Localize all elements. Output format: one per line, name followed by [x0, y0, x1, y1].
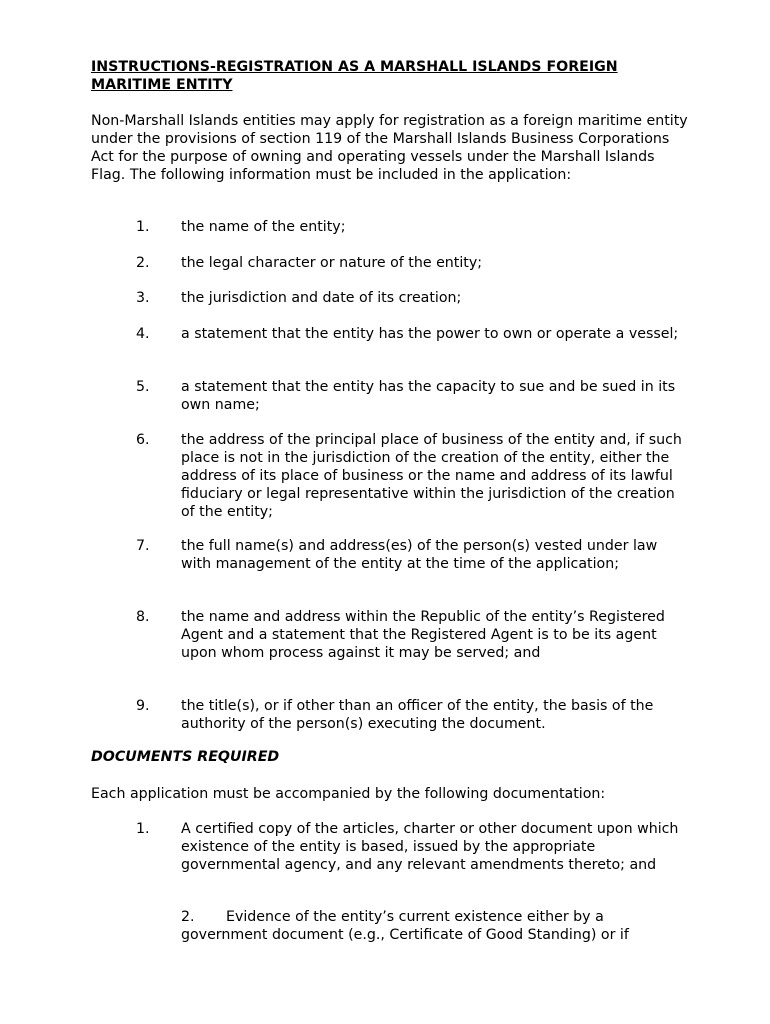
document-item-number: 2.: [181, 909, 195, 925]
list-item-number: 5.: [136, 379, 150, 395]
list-item-number: 1.: [136, 219, 150, 235]
list-item-text: the title(s), or if other than an officer of the entity, the basis of the authority of the person(s) executing the document.: [181, 698, 654, 732]
document-item-text: A certified copy of the articles, charter or other document upon which existence of the entity is based, issued by the appropriate governmental agency, and any relevant amendments thereto; and: [181, 821, 679, 873]
intro-paragraph: Non-Marshall Islands entities may apply for registration as a foreign maritime entity under the provisions of section 119 of the Marshall Islands Business Corporations Act for the purpose of owning and operating vessels under the Marshall Islands Flag. The following information must be included in the application:: [91, 113, 688, 183]
document-item: [181, 908, 691, 944]
document-item-number: 1.: [136, 821, 150, 837]
list-item-text: a statement that the entity has the capacity to sue and be sued in its own name;: [181, 379, 676, 413]
list-item-text: a statement that the entity has the power to own or operate a vessel;: [181, 326, 679, 342]
list-item-text: the address of the principal place of business of the entity and, if such place is not in the jurisdiction of the creation of the entity, either the address of its place of business or the name and address of its lawful fiduciary or legal representative within the jurisdiction of the creation of the entity;: [181, 432, 682, 520]
documents-lead: Each application must be accompanied by the following documentation:: [91, 786, 606, 802]
list-item-text: the full name(s) and address(es) of the person(s) vested under law with management of the entity at the time of the application;: [181, 538, 658, 572]
list-item-number: 3.: [136, 290, 150, 306]
documents-required-heading: DOCUMENTS REQUIRED: [91, 749, 280, 765]
list-item-text: the jurisdiction and date of its creation;: [181, 290, 462, 306]
list-item-number: 6.: [136, 432, 150, 448]
list-item-number: 7.: [136, 538, 150, 554]
list-item-number: 4.: [136, 326, 150, 342]
list-item-text: the legal character or nature of the entity;: [181, 255, 483, 271]
list-item-text: the name and address within the Republic of the entity’s Registered Agent and a statement that the Registered Agent is to be its agent upon whom process against it may be served; and: [181, 609, 665, 661]
list-item-text: the name of the entity;: [181, 219, 346, 235]
list-item-number: 8.: [136, 609, 150, 625]
document-item-text: Evidence of the entity’s current existence either by a government document (e.g., Certificate of Good Standing) or if: [181, 909, 629, 943]
list-item-number: 2.: [136, 255, 150, 271]
list-item-number: 9.: [136, 698, 150, 714]
document-title: INSTRUCTIONS-REGISTRATION AS A MARSHALL ISLANDS FOREIGN MARITIME ENTITY: [91, 59, 618, 93]
